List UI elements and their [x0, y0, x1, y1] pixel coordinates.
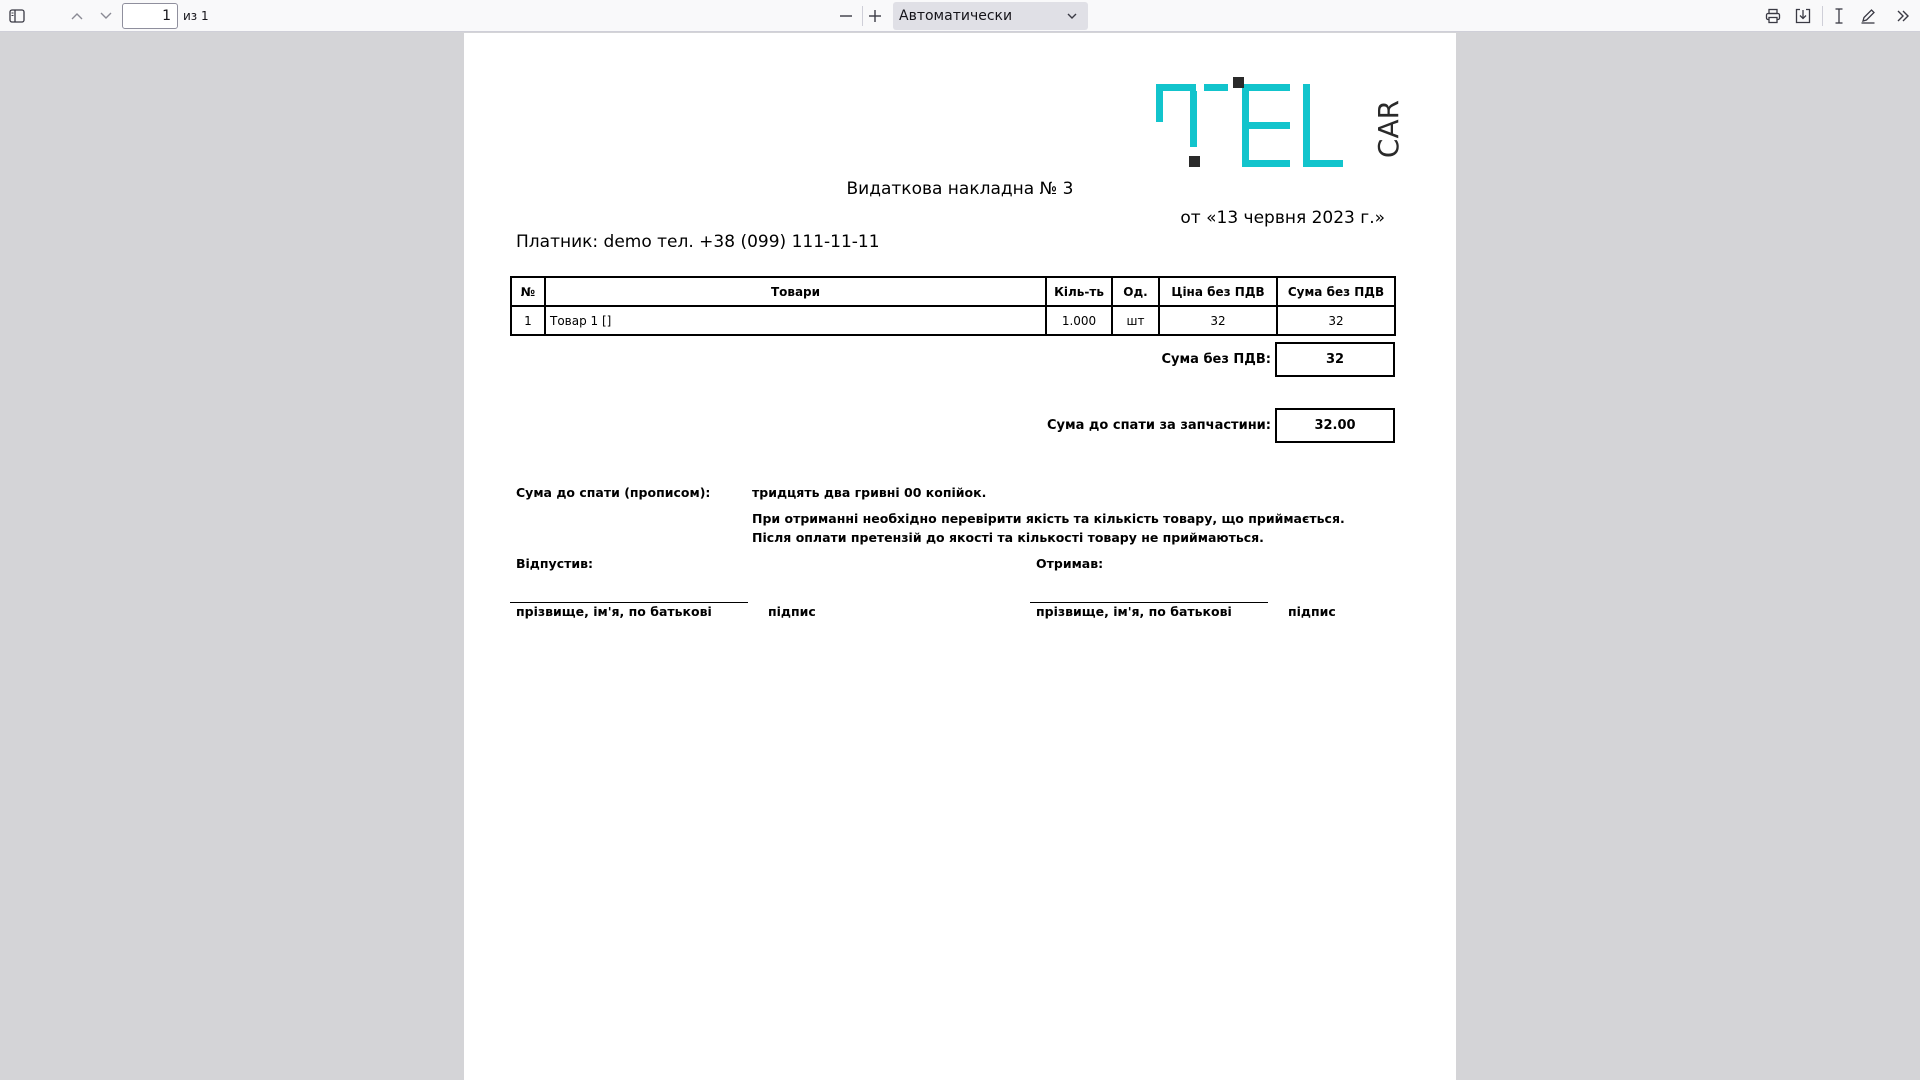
sidebar-icon — [9, 9, 25, 23]
table-cell: Товар 1 [] — [545, 306, 1046, 335]
column-header: № — [511, 277, 545, 306]
text-cursor-icon — [1833, 7, 1845, 25]
received-by-label: Отримав: — [1036, 556, 1104, 571]
column-header: Сума без ПДВ — [1277, 277, 1395, 306]
signature-line-right — [1030, 602, 1268, 603]
column-header: Ціна без ПДВ — [1159, 277, 1277, 306]
next-page-button[interactable] — [95, 6, 117, 26]
amount-in-words-label: Сума до спати (прописом): — [516, 485, 711, 500]
download-icon — [1795, 8, 1811, 24]
chevron-up-icon — [70, 11, 84, 21]
chevron-down-icon — [99, 11, 113, 21]
table-header-row — [511, 277, 1395, 306]
page-number-input[interactable] — [122, 3, 178, 29]
table-cell: 32 — [1277, 306, 1395, 335]
document-date: от «13 червня 2023 г.» — [1180, 208, 1385, 228]
released-by-label: Відпустив: — [516, 556, 594, 571]
print-button[interactable] — [1762, 6, 1784, 26]
more-tools-button[interactable] — [1892, 6, 1914, 26]
subtotal-value: 32 — [1275, 342, 1395, 377]
payer-info: Платник: demo тел. +38 (099) 111-11-11 — [516, 232, 880, 252]
table-cell: шт — [1112, 306, 1159, 335]
note-line-1: При отриманні необхідно перевірити якість та кількість товару, що приймається. — [752, 511, 1345, 526]
toolbar-separator — [1822, 6, 1823, 26]
note-line-2: Після оплати претензій до якості та кількості товару не приймаються. — [752, 530, 1264, 545]
save-button[interactable] — [1792, 6, 1814, 26]
pdf-toolbar — [0, 0, 1920, 32]
items-table — [510, 276, 1396, 336]
column-header: Кіль-ть — [1046, 277, 1112, 306]
table-cell: 1.000 — [1046, 306, 1112, 335]
page-count-label: из 1 — [183, 9, 209, 23]
pen-icon — [1860, 8, 1876, 24]
document-title: Видаткова накладна № 3 — [846, 179, 1074, 199]
total-parts-label: Сума до спати за запчастини: — [1046, 418, 1271, 433]
zoom-in-button[interactable] — [864, 6, 886, 26]
previous-page-button[interactable] — [66, 6, 88, 26]
minus-icon — [839, 9, 853, 23]
telcar-logo-icon — [1156, 77, 1406, 177]
signature-line-left — [510, 602, 748, 603]
total-parts-value: 32.00 — [1275, 408, 1395, 443]
sign-caption-left: підпис — [768, 604, 816, 619]
plus-icon — [868, 9, 882, 23]
column-header: Од. — [1112, 277, 1159, 306]
amount-in-words-value: тридцять два гривні 00 копійок. — [752, 485, 987, 500]
table-cell: 1 — [511, 306, 545, 335]
name-caption-right: прізвище, ім'я, по батькові — [1036, 604, 1232, 619]
text-tool-button[interactable] — [1828, 6, 1850, 26]
zoom-out-button[interactable] — [835, 6, 857, 26]
company-logo — [1156, 77, 1406, 181]
svg-text:CAR: CAR — [1372, 99, 1405, 159]
printer-icon — [1765, 8, 1781, 24]
zoom-select-value: Автоматически — [899, 8, 1013, 24]
zoom-select[interactable] — [893, 2, 1088, 30]
subtotal-label: Сума без ПДВ: — [1161, 352, 1271, 367]
table-cell: 32 — [1159, 306, 1277, 335]
table-row — [511, 306, 1395, 335]
draw-tool-button[interactable] — [1857, 6, 1879, 26]
double-chevron-right-icon — [1895, 9, 1911, 23]
sign-caption-right: підпис — [1288, 604, 1336, 619]
column-header: Товари — [545, 277, 1046, 306]
name-caption-left: прізвище, ім'я, по батькові — [516, 604, 712, 619]
chevron-down-icon — [1066, 11, 1078, 21]
pdf-page — [464, 33, 1456, 1080]
toolbar-separator — [862, 6, 863, 26]
sidebar-toggle-button[interactable] — [6, 6, 28, 26]
